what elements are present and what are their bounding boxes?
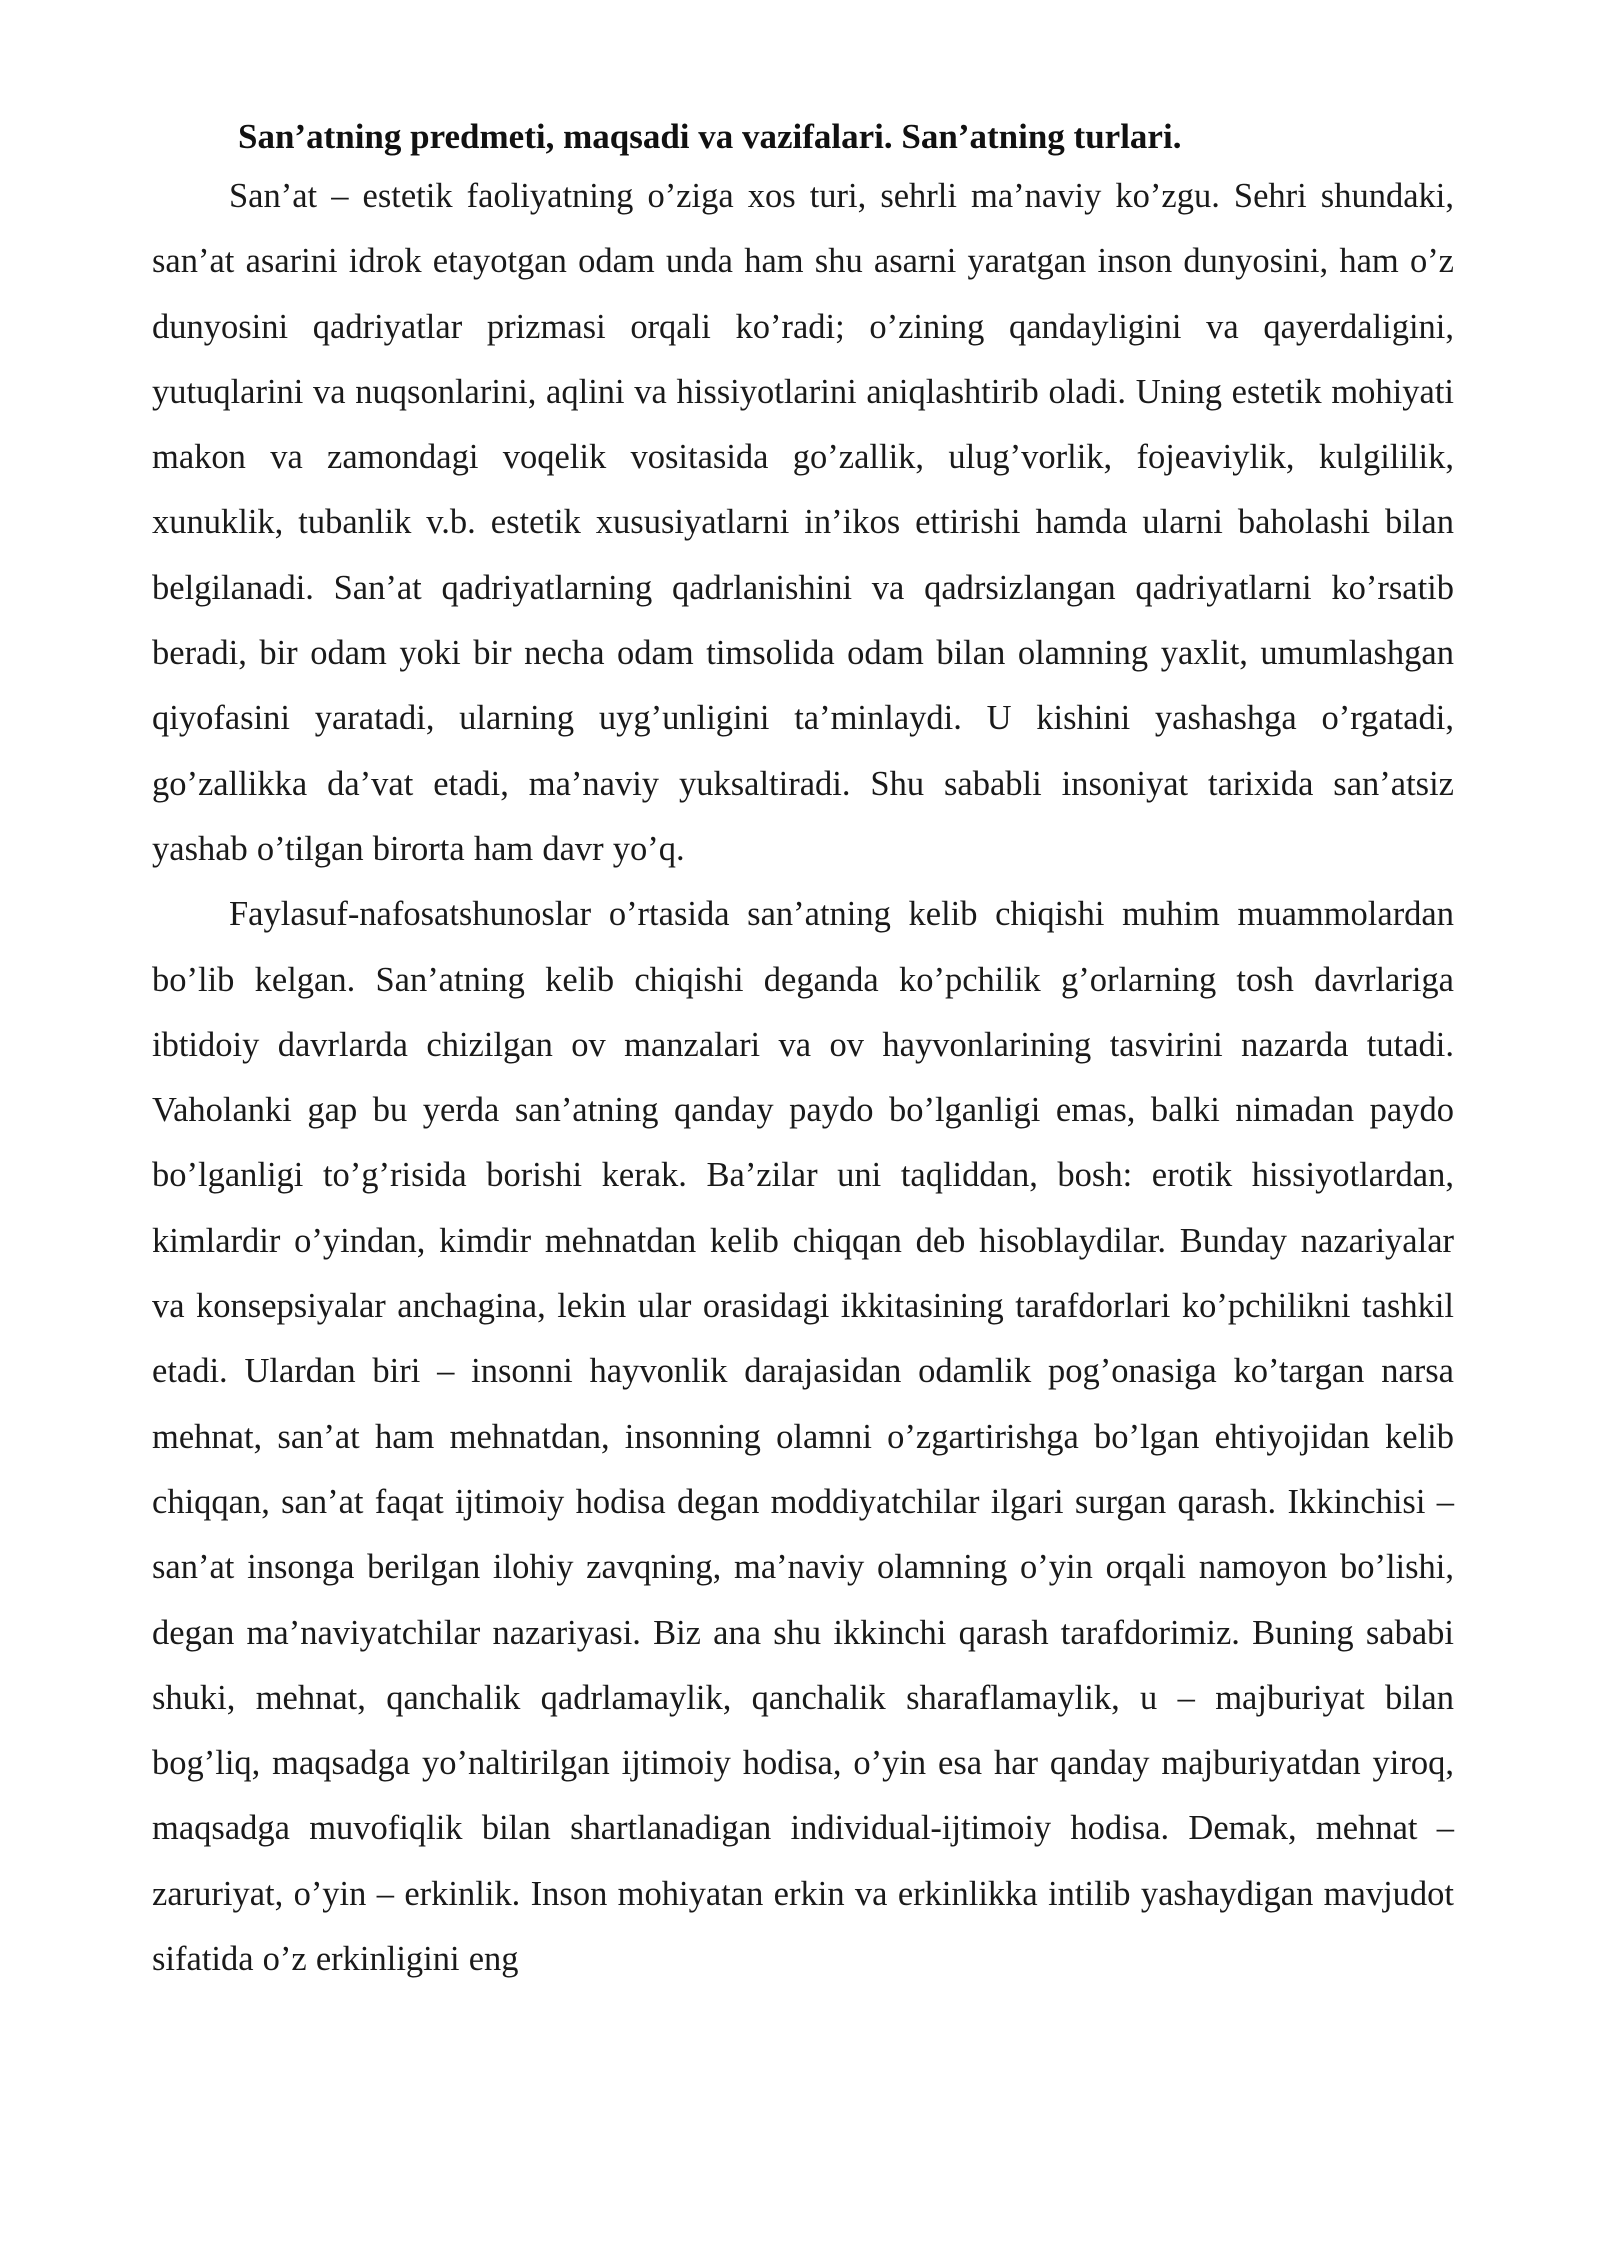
paragraph-art-definition: San’at – estetik faoliyatning o’ziga xos turi, sehrli ma’naviy ko’zgu. Sehri shundaki, san’at asarini idrok etayotgan odam unda ham shu asarni yaratgan inson dunyosini, ham o’z dunyosini qadriyatlar prizmasi orqali ko’radi; o’zining qandayligini va qayerdaligini, yutuqlarini va nuqsonlarini, aqlini va hissiyotlarini aniqlashtirib oladi. Uning estetik mohiyati makon va zamondagi voqelik vositasida go’zallik, ulug’vorlik, fojeaviylik, kulgililik, xunuklik, tubanlik v.b. estetik xususiyatlarni in’ikos ettirishi hamda ularni baholashi bilan belgilanadi. San’at qadriyatlarning qadrlanishini va qadrsizlangan qadriyatlarni ko’rsatib beradi, bir odam yoki bir necha odam timsolida odam bilan olamning yaxlit, umumlashgan qiyofasini yaratadi, ularning uyg’unligini ta’minlaydi. U kishini yashashga o’rgatadi, go’zallikka da’vat etadi, ma’naviy yuksaltiradi. Shu sababli insoniyat tarixida san’atsiz yashab o’tilgan birorta ham davr yo’q.: [152, 177, 1454, 868]
paragraph-art-origin: Faylasuf-nafosatshunoslar o’rtasida san’atning kelib chiqishi muhim muammolardan bo’lib kelgan. San’atning kelib chiqishi deganda ko’pchilik g’orlarning tosh davrlariga ibtidoiy davrlarda chizilgan ov manzalari va ov hayvonlarining tasvirini nazarda tutadi. Vaholanki gap bu yerda san’atning qanday paydo bo’lganligi emas, balki nimadan paydo bo’lganligi to’g’risida borishi kerak. Ba’zilar uni taqliddan, bosh: erotik hissiyotlardan, kimlardir o’yindan, kimdir mehnatdan kelib chiqqan deb hisoblaydilar. Bunday nazariyalar va konsepsiyalar anchagina, lekin ular orasidagi ikkitasining tarafdorlari ko’pchilikni tashkil etadi. Ulardan biri – insonni hayvonlik darajasidan odamlik pog’onasiga ko’targan narsa mehnat, san’at ham mehnatdan, insonning olamni o’zgartirishga bo’lgan ehtiyojidan kelib chiqqan, san’at faqat ijtimoiy hodisa degan moddiyatchilar ilgari surgan qarash. Ikkinchisi – san’at insonga berilgan ilohiy zavqning, ma’naviy olamning o’yin orqali namoyon bo’lishi, degan ma’naviyatchilar nazariyasi. Biz ana shu ikkinchi qarash tarafdorimiz. Buning sababi shuki, mehnat, qanchalik qadrlamaylik, qanchalik sharaflamaylik, u – majburiyat bilan bog’liq, maqsadga yo’naltirilgan ijtimoiy hodisa, o’yin esa har qanday majburiyatdan yiroq, maqsadga muvofiqlik bilan shartlanadigan individual-ijtimoiy hodisa. Demak, mehnat –zaruriyat, o’yin – erkinlik. Inson mohiyatan erkin va erkinlikka intilib yashaydigan mavjudot sifatida o’z erkinligini eng: [152, 895, 1454, 1979]
document-title: San’atning predmeti, maqsadi va vazifalari. San’atning turlari.: [238, 117, 1182, 156]
document-body: [152, 112, 1454, 1992]
